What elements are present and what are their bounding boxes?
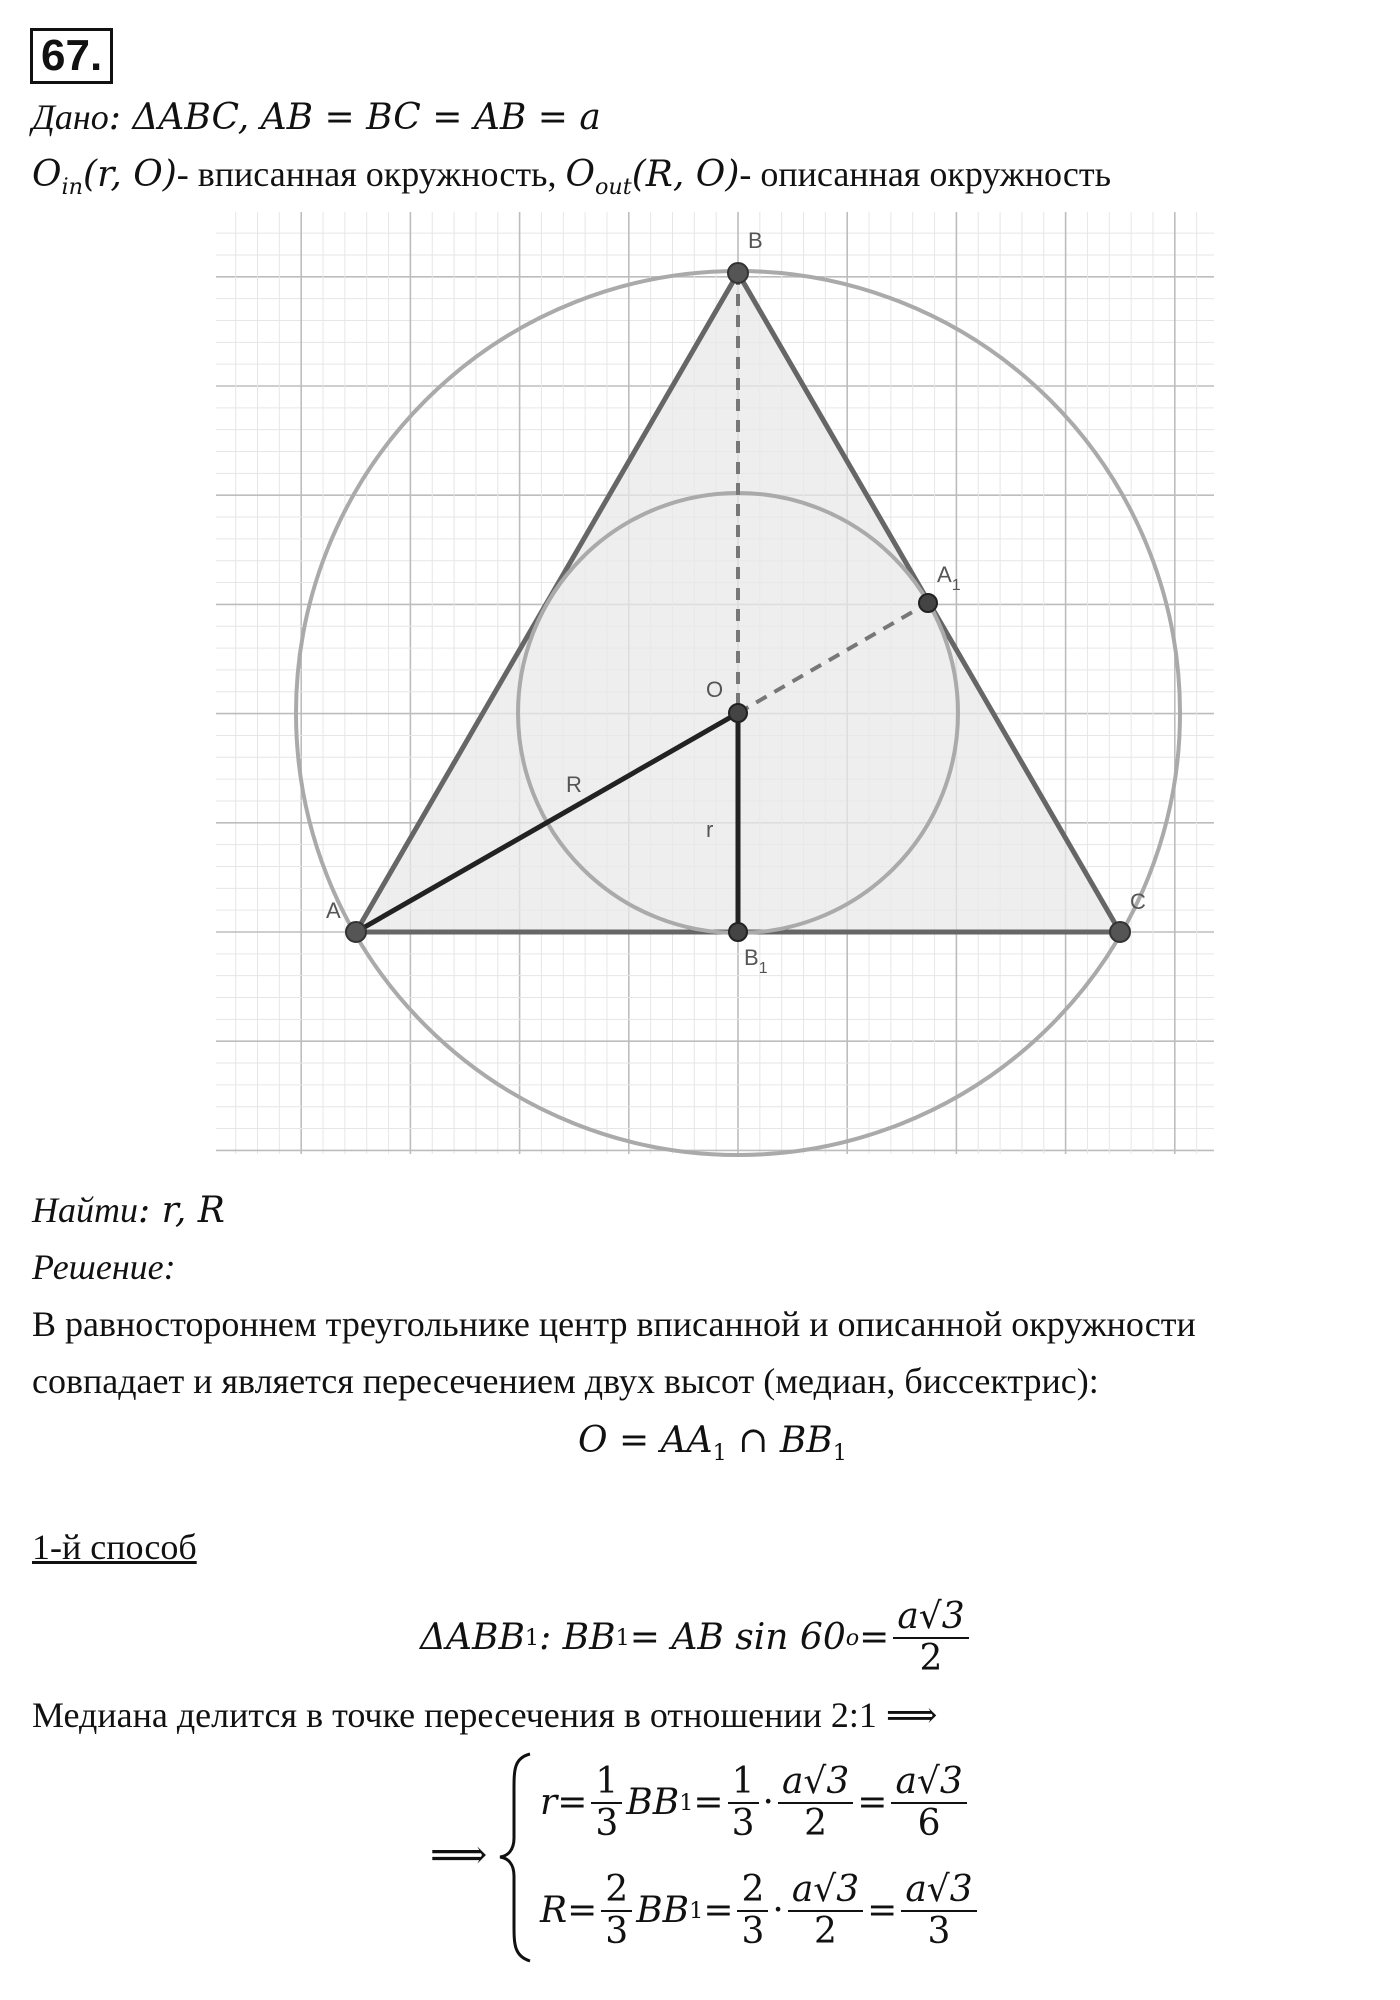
system-R-line: R = $\frac{2}{3}$ BB 1 = $\frac{2}{3}$ · $\frac{a√3}{2}$ = $\frac{a√3}{3}$: [540, 1858, 981, 1963]
given-formula: : ΔABC, AB = BC = AB = a: [108, 97, 601, 138]
point-o: [729, 704, 747, 722]
o-in-text: - вписанная окружность,: [176, 154, 566, 194]
point-b: [728, 263, 748, 283]
label-b1: $B_1$: [744, 945, 768, 977]
paragraph-2: совпадает и является пересечением двух высот (медиан, биссектрис):: [32, 1361, 1099, 1401]
label-R: R: [566, 772, 582, 797]
problem-number: 67.: [30, 28, 113, 84]
center-equation: $O = AA_1$ ∩ $BB_1$: [578, 1420, 847, 1466]
fraction-a-sqrt3-over-2: $\frac{a√3}{2}$: [893, 1597, 968, 1678]
o-in-symbol: $O_{in}(r$, O): [32, 154, 177, 200]
equation-bb1: ΔABB 1 : BB 1 = AB sin 60 o = $\frac{a√3}{2}$: [420, 1588, 973, 1688]
label-a1: $A_1$: [937, 562, 961, 594]
paragraph-1: В равностороннем треугольнике центр вписанной и описанной окружности: [32, 1304, 1196, 1344]
label-c: C: [1130, 889, 1146, 914]
point-a1: [919, 594, 937, 612]
solution-label: Решение:: [32, 1247, 176, 1287]
label-r: r: [706, 817, 714, 842]
system-r-line: r = $\frac{1}{3}$ BB 1 = $\frac{1}{3}$ · $\frac{a√3}{2}$ = $\frac{a√3}{6}$: [540, 1750, 971, 1855]
point-b1: [729, 923, 747, 941]
point-c: [1110, 922, 1130, 942]
find-formula: : r, R: [138, 1190, 225, 1231]
find-line: [32, 1188, 225, 1233]
label-b: B: [748, 228, 763, 253]
label-o: O: [706, 677, 724, 702]
o-out-symbol: $O_{out}(R$, O): [565, 154, 740, 200]
result-system: [420, 1750, 1020, 1965]
point-a: [346, 922, 366, 942]
implies-arrow: ⟹: [430, 1832, 488, 1878]
left-brace: [496, 1750, 536, 1965]
median-text: Медиана делится в точке пересечения в отношении 2:1 ⟹: [32, 1695, 938, 1735]
o-out-text: - описанная окружность: [739, 154, 1112, 194]
find-label: Найти: [32, 1190, 138, 1230]
label-a: A: [326, 898, 341, 923]
method-1-heading: 1-й способ: [32, 1527, 197, 1567]
given-label: Дано: [32, 97, 109, 137]
